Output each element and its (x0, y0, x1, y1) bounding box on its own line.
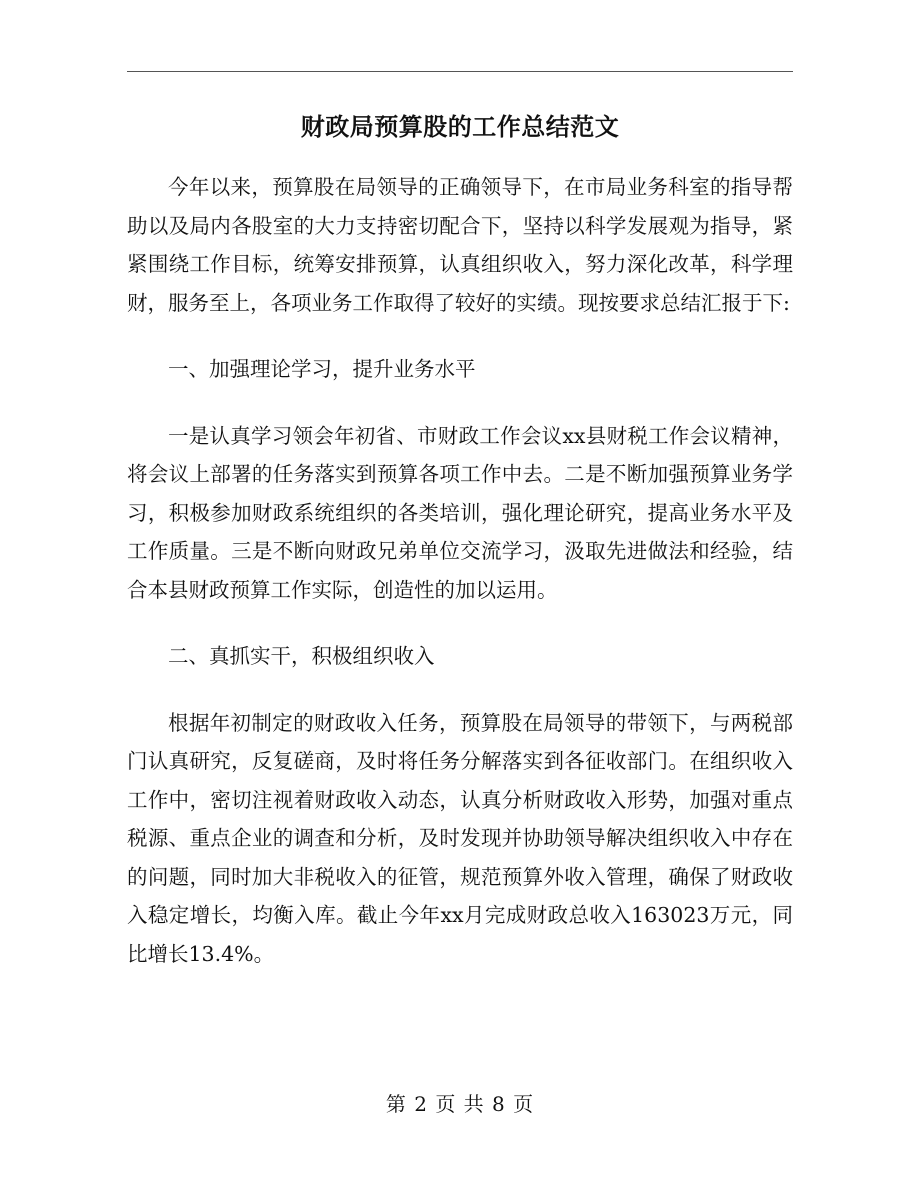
paragraph-section-2: 根据年初制定的财政收入任务，预算股在局领导的带领下，与两税部门认真研究，反复磋商，及时将任务分解落实到各征收部门。在组织收入工作中，密切注视着财政收入动态，认真分析财政收入形势，加强对重点税源、重点企业的调查和分析，及时发现并协助领导解决组织收入中存在的问题，同时加大非税收入的征管，规范预算外收入管理，确保了财政收入稳定增长，均衡入库。截止今年xx月完成财政总收入163023万元，同比增长13.4%。 (127, 710, 793, 966)
document-body (127, 168, 793, 1001)
section-heading-1: 一、加强理论学习，提升业务水平 (168, 357, 476, 381)
header-rule (127, 71, 793, 72)
section-heading-2: 二、真抓实干，积极组织收入 (168, 644, 435, 668)
page-number: 第 2 页 共 8 页 (385, 1092, 535, 1116)
paragraph-intro: 今年以来，预算股在局领导的正确领导下，在市局业务科室的指导帮助以及局内各股室的大力支持密切配合下，坚持以科学发展观为指导，紧紧围绕工作目标，统筹安排预算，认真组织收入，努力深化改革，科学理财，服务至上，各项业务工作取得了较好的实绩。现按要求总结汇报于下: (127, 175, 793, 315)
document-title: 财政局预算股的工作总结范文 (300, 112, 620, 141)
paragraph-section-1: 一是认真学习领会年初省、市财政工作会议xx县财税工作会议精神，将会议上部署的任务落实到预算各项工作中去。二是不断加强预算业务学习，积极参加财政系统组织的各类培训，强化理论研究，提高业务水平及工作质量。三是不断向财政兄弟单位交流学习，汲取先进做法和经验，结合本县财政预算工作实际，创造性的加以运用。 (127, 423, 793, 602)
